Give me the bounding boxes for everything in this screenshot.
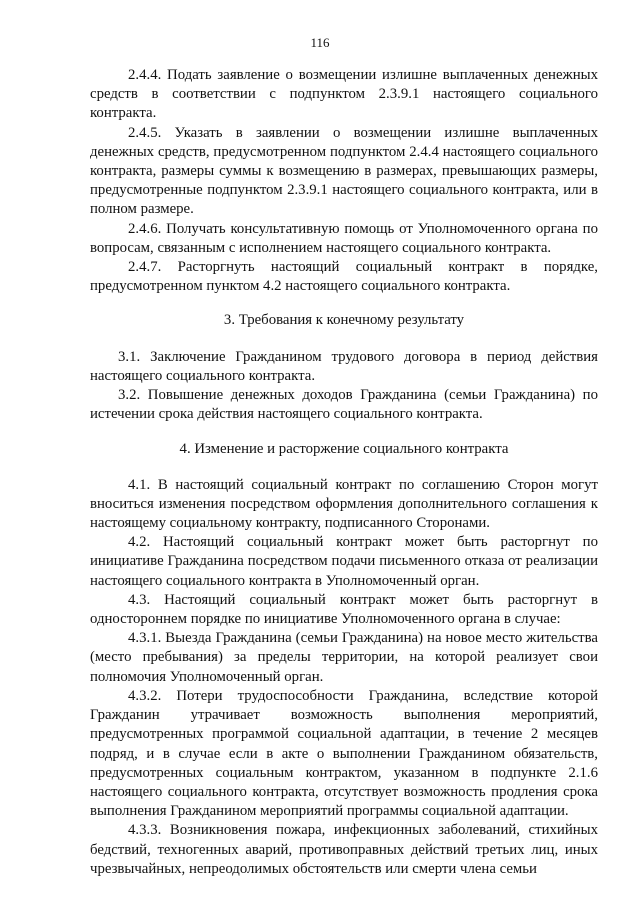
document-body [90,66,598,879]
paragraph-4-3-3: 4.3.3. Возникновения пожара, инфекционных заболеваний, стихийных бедствий, техногенных аварий, противоправных действий третьих лиц, иных чрезвычайных, непреодолимых обстоятельств или смерти члена семьи [90,822,598,877]
paragraph-4-3-2: 4.3.2. Потери трудоспособности Гражданина, вследствие которой Гражданин утрачивает возможность выполнения мероприятий, предусмотренных программой социальной адаптации, в течение 2 месяцев подряд, и в случае если в акте о выполнении Гражданином обязательств, предусмотренных социальным контрактом, указанном в подпункте 2.1.6 настоящего социального контракта, отсутствует возможность продления срока выполнения Гражданином мероприятий программы социальной адаптации. [90,687,598,820]
paragraph-2-4-6: 2.4.6. Получать консультативную помощь от Уполномоченного органа по вопросам, связанным с исполнением настоящего социального контракта. [90,220,598,256]
section-3-heading: 3. Требования к конечному результату [223,312,465,329]
paragraph-4-3-1: 4.3.1. Выезда Гражданина (семьи Гражданина) на новое место жительства (место пребывания) за пределы территории, на которой реализует свои полномочия Уполномоченный орган. [90,630,598,685]
page-number: 116 [310,35,330,50]
section-4-heading: 4. Изменение и расторжение социального контракта [179,441,509,458]
paragraph-2-4-5: 2.4.5. Указать в заявлении о возмещении излишне выплаченных денежных средств, предусмотренном подпунктом 2.4.4 настоящего социального контракта, размеры суммы к возмещению в размерах, превышающих размеры, предусмотренные подпунктом 2.3.9.1 настоящего социального контракта, или в полном размере. [90,124,598,218]
paragraph-4-1: 4.1. В настоящий социальный контракт по соглашению Сторон могут вноситься изменения посредством оформления дополнительного соглашения к настоящему социальному контракту, подписанного Сторонами. [90,476,598,532]
paragraph-2-4-4: 2.4.4. Подать заявление о возмещении излишне выплаченных денежных средств в соответствии с подпунктом 2.3.9.1 настоящего социального контракта. [90,67,598,122]
paragraph-4-2: 4.2. Настоящий социальный контракт может быть расторгнут по инициативе Гражданина посредством подачи письменного отказа от реализации настоящего социального контракта в Уполномоченный орган. [90,534,598,589]
paragraph-4-3: 4.3. Настоящий социальный контракт может быть расторгнут в одностороннем порядке по инициативе Уполномоченного органа в случае: [90,591,598,628]
paragraph-3-1: 3.1. Заключение Гражданином трудового договора в период действия настоящего социального контракта. [90,348,598,384]
paragraph-2-4-7: 2.4.7. Расторгнуть настоящий социальный контракт в порядке, предусмотренном пунктом 4.2 настоящего социального контракта. [90,259,598,295]
paragraph-3-2: 3.2. Повышение денежных доходов Гражданина (семьи Гражданина) по истечении срока действия настоящего социального контракта. [90,387,598,423]
